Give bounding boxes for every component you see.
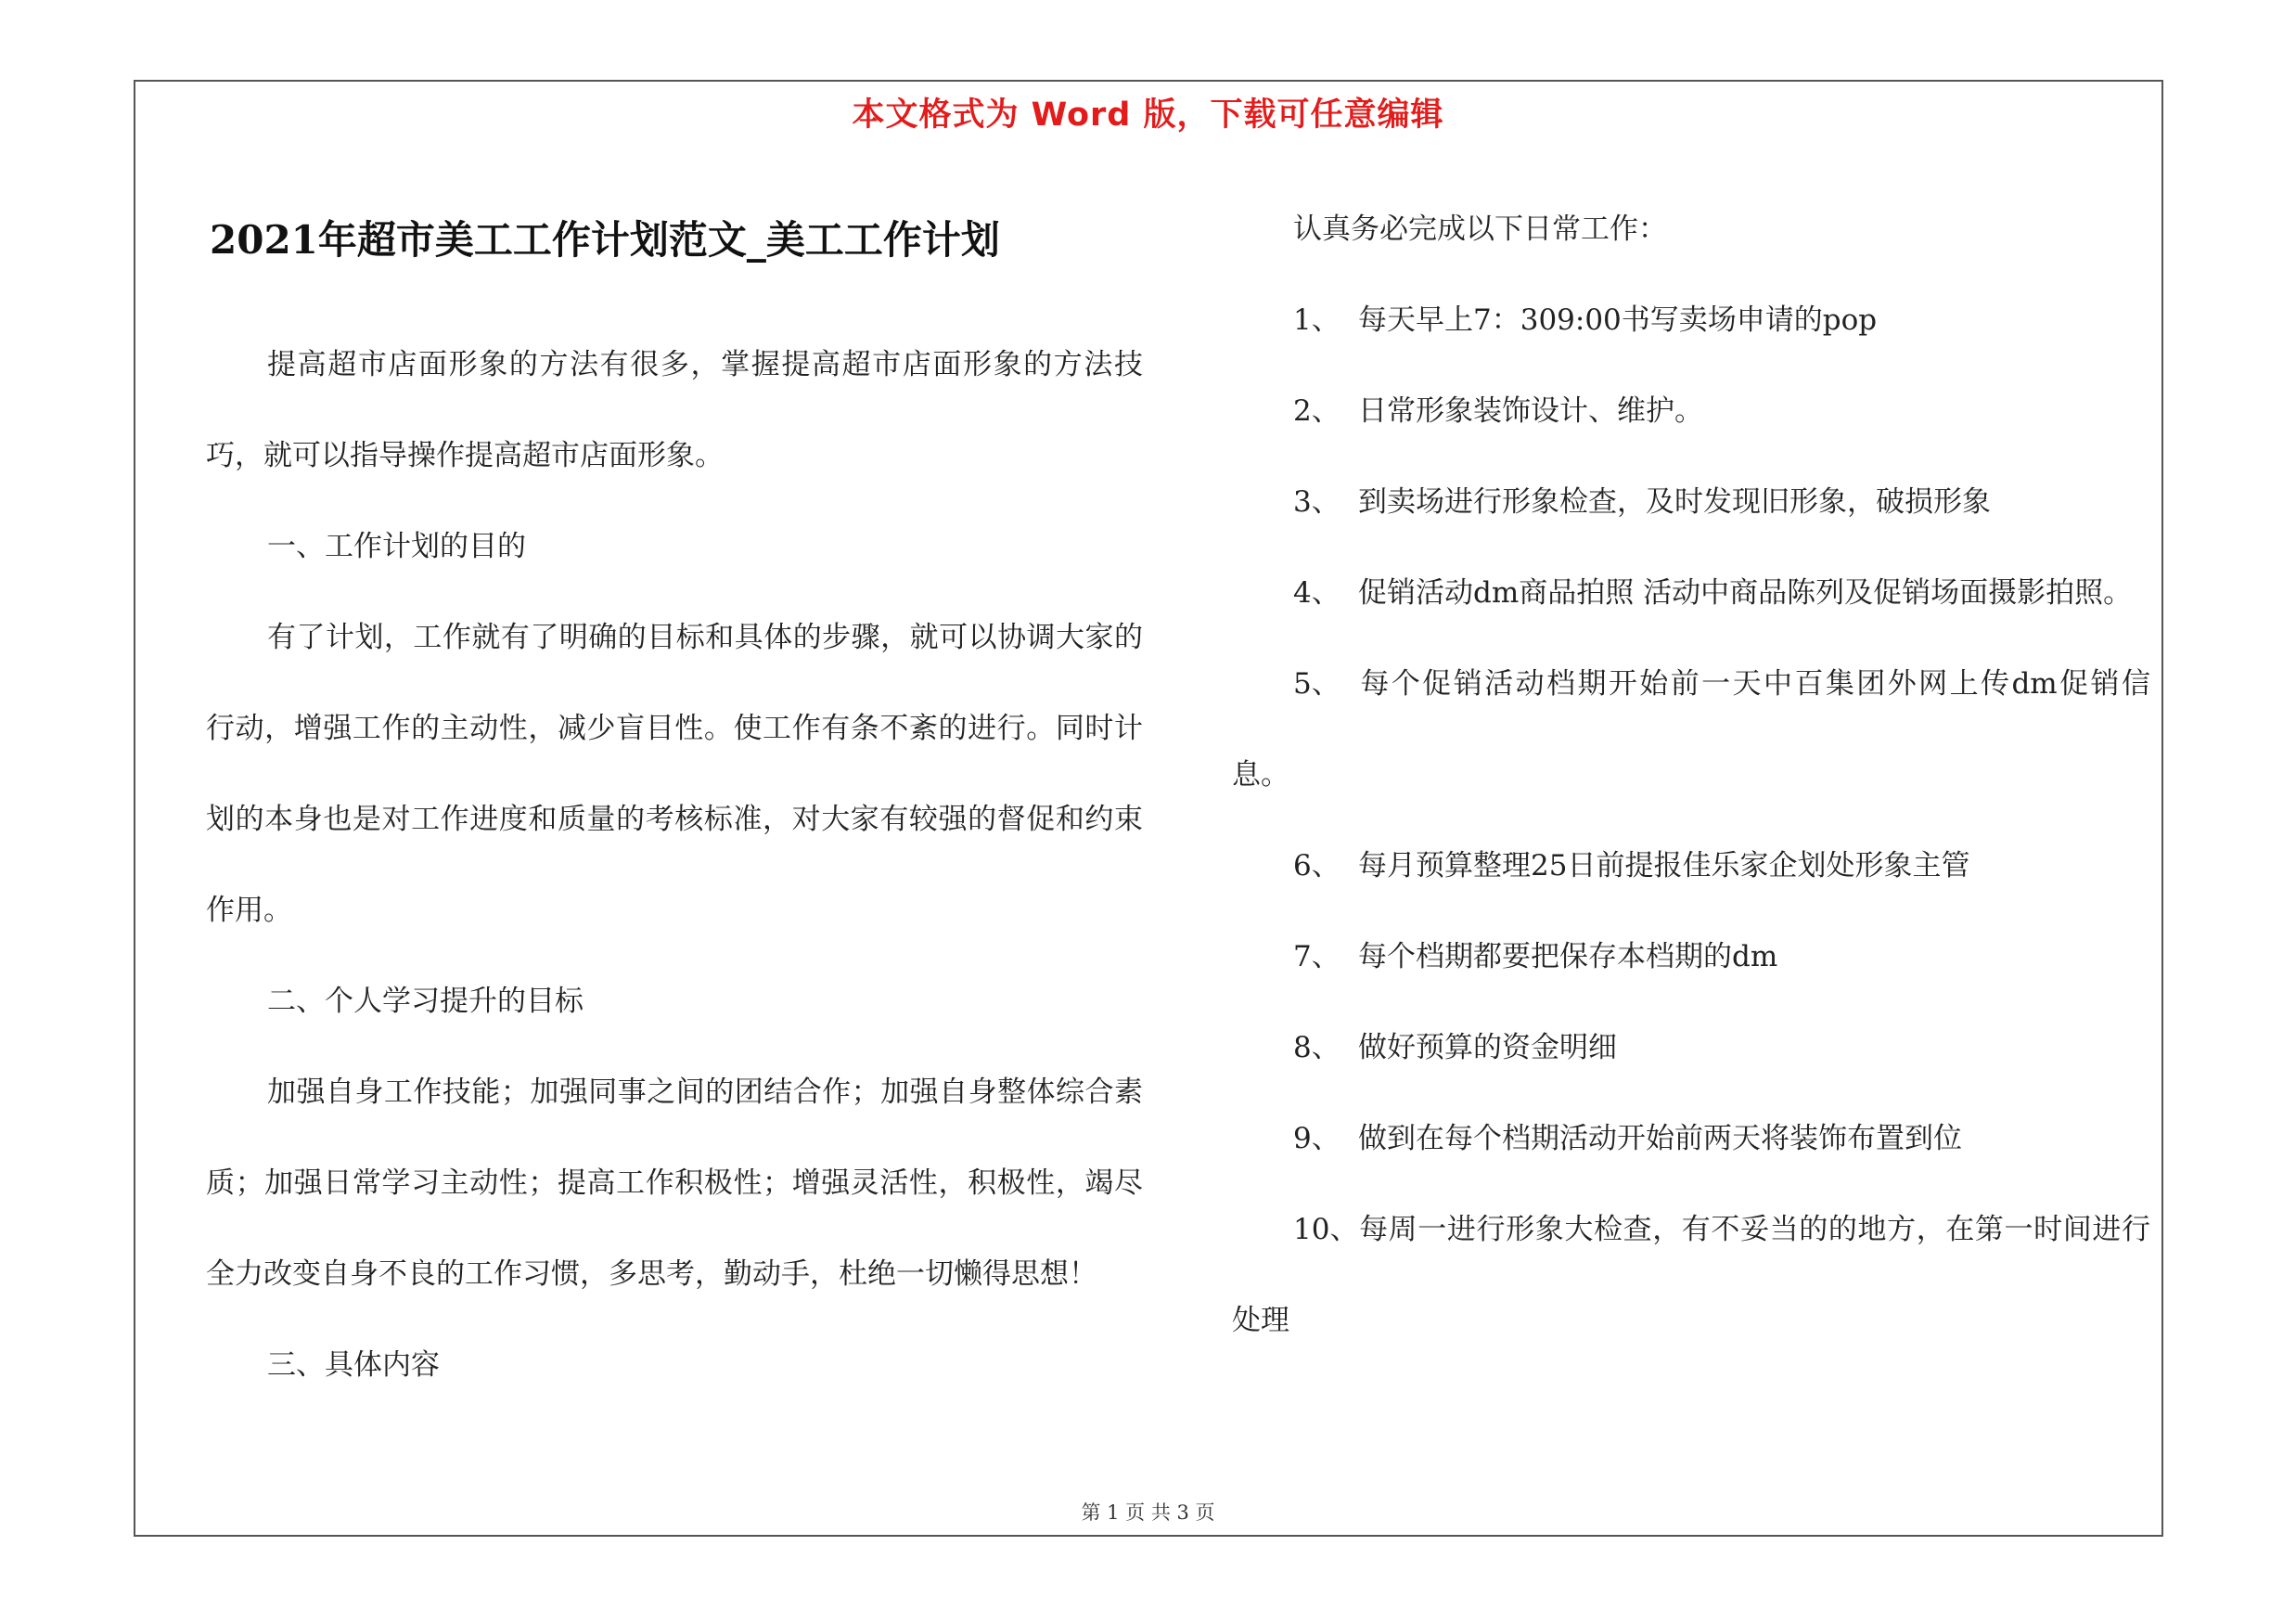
task-item-2 [1232, 366, 2150, 457]
page-number-footer: 第 1 页 共 3 页 [1081, 1501, 1215, 1524]
task-item-1 [1232, 275, 2150, 366]
left-column [206, 319, 1143, 1410]
task-number: 9、 [1293, 1122, 1340, 1155]
task-number: 4、 [1293, 576, 1340, 610]
task-item-8 [1232, 1002, 2150, 1093]
task-item-4 [1232, 547, 2150, 638]
task-item-10 [1232, 1184, 2150, 1366]
task-number: 10、 [1293, 1213, 1359, 1246]
task-number: 7、 [1293, 940, 1340, 973]
task-text: 每周一进行形象大检查，有不妥当的的地方，在第一时间进行处理 [1232, 1213, 2150, 1337]
task-number: 8、 [1293, 1031, 1340, 1064]
learning-goals-paragraph: 加强自身工作技能；加强同事之间的团结合作；加强自身整体综合素质；加强日常学习主动性；提高工作积极性；增强灵活性，积极性，竭尽全力改变自身不良的工作习惯，多思考，勤动手，杜绝一切懒得思想！ [206, 1076, 1143, 1291]
intro-paragraph: 提高超市店面形象的方法有很多，掌握提高超市店面形象的方法技巧，就可以指导操作提高超市店面形象。 [206, 348, 1143, 472]
task-number: 5、 [1293, 667, 1340, 701]
task-number: 1、 [1293, 303, 1340, 337]
document-title: 2021年超市美工工作计划范文_美工工作计划 [210, 217, 1000, 263]
section-heading-purpose: 一、工作计划的目的 [267, 530, 526, 563]
task-text: 每个档期都要把保存本档期的dm [1358, 940, 1778, 973]
task-text: 促销活动dm商品拍照 活动中商品陈列及促销场面摄影拍照。 [1358, 576, 2133, 610]
task-text: 做到在每个档期活动开始前两天将装饰布置到位 [1358, 1122, 1962, 1155]
task-item-3 [1232, 457, 2150, 547]
task-text: 每个促销活动档期开始前一天中百集团外网上传dm促销信息。 [1232, 667, 2150, 792]
task-text: 日常形象装饰设计、维护。 [1358, 394, 1703, 428]
task-number: 3、 [1293, 485, 1340, 519]
purpose-paragraph: 有了计划，工作就有了明确的目标和具体的步骤，就可以协调大家的行动，增强工作的主动性，减少盲目性。使工作有条不紊的进行。同时计划的本身也是对工作进度和质量的考核标准，对大家有较强的督促和约束作用。 [206, 621, 1143, 927]
task-text: 每月预算整理25日前提报佳乐家企划处形象主管 [1358, 849, 1970, 882]
section-heading-learning-goals: 二、个人学习提升的目标 [267, 985, 584, 1018]
task-text: 每天早上7：309:00书写卖场申请的pop [1358, 303, 1878, 337]
task-text: 做好预算的资金明细 [1358, 1031, 1617, 1064]
right-column [1232, 184, 2150, 1366]
word-format-banner: 本文格式为 Word 版，下载可任意编辑 [852, 97, 1444, 134]
task-item-6 [1232, 820, 2150, 911]
task-item-9 [1232, 1093, 2150, 1184]
daily-tasks-intro: 认真务必完成以下日常工作： [1293, 213, 1667, 246]
task-text: 到卖场进行形象检查，及时发现旧形象，破损形象 [1358, 485, 1991, 519]
task-number: 6、 [1293, 849, 1340, 882]
task-number: 2、 [1293, 394, 1340, 428]
section-heading-content: 三、具体内容 [267, 1348, 440, 1382]
task-item-5 [1232, 638, 2150, 820]
task-item-7 [1232, 911, 2150, 1002]
